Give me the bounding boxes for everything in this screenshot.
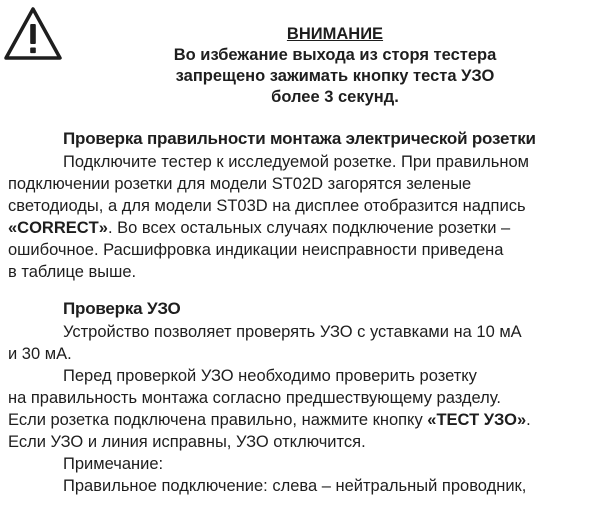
warning-text-line: более 3 секунд. [271,88,399,106]
warning-text-line: Во избежание выхода из сторя тестера [173,46,497,64]
paragraph-line: Перед проверкой УЗО необходимо проверить розетку [63,367,477,385]
paragraph-line: Устройство позволяет проверять УЗО с уставками на 10 мА [63,323,522,341]
paragraph-line [8,410,531,431]
note-label: Примечание: [63,455,164,473]
paragraph-line: ошибочное. Расшифровка индикации неисправности приведена [8,241,504,259]
paragraph-text: Если розетка подключена правильно, нажмите кнопку [8,411,428,429]
paragraph-line: Правильное подключение: слева – нейтральный проводник, [63,477,527,495]
warning-icon [3,6,63,62]
warning-title: ВНИМАНИЕ [286,25,384,43]
section-heading: Проверка УЗО [63,299,181,318]
warning-block [0,0,600,112]
paragraph-line: Если УЗО и линия исправны, УЗО отключится. [8,433,366,451]
test-button-label: «ТЕСТ УЗО» [427,411,527,429]
paragraph-text: . [526,411,531,429]
paragraph-line: Подключите тестер к исследуемой розетке. При правильном [63,153,529,171]
paragraph-line: светодиоды, а для модели ST03D на дисплее отобразится надпись [8,197,526,215]
paragraph-line: на правильность монтажа согласно предшествующему разделу. [8,389,501,407]
paragraph-line: и 30 мА. [8,345,72,363]
paragraph-line: в таблице выше. [8,263,137,281]
warning-text-line: запрещено зажимать кнопку теста УЗО [175,67,495,85]
correct-label: «CORRECT» [8,219,108,237]
paragraph-line: подключении розетки для модели ST02D загорятся зеленые [8,175,472,193]
paragraph-line [8,218,510,239]
paragraph-text: . Во всех остальных случаях подключение розетки – [107,219,511,237]
section-heading: Проверка правильности монтажа электрической розетки [63,129,536,148]
